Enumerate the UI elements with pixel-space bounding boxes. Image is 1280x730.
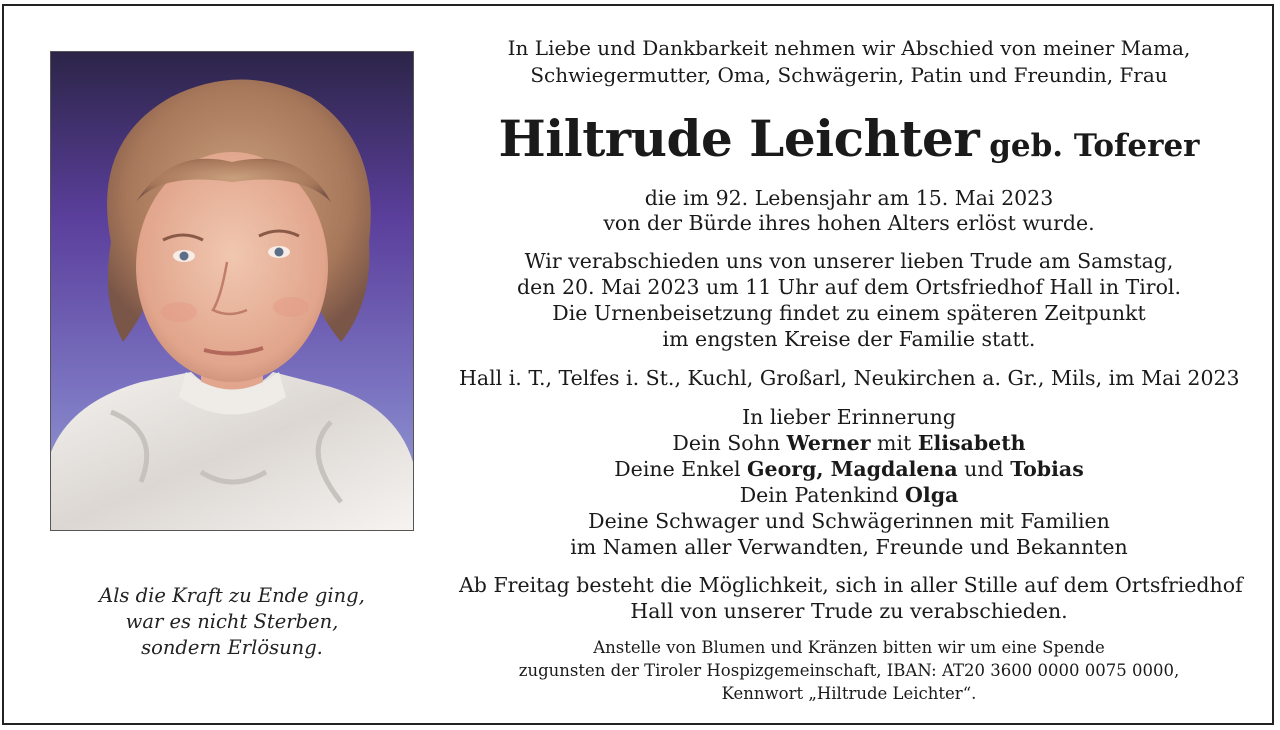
quote-line: war es nicht Sterben, (125, 610, 339, 633)
quote-line: sondern Erlösung. (141, 636, 323, 659)
mourner-label: mit (877, 431, 912, 455)
mourner-name: Tobias (1010, 457, 1084, 481)
quote-line: Als die Kraft zu Ende ging, (99, 584, 365, 607)
obituary-card (2, 4, 1274, 725)
funeral-line: im engsten Kreise der Familie statt. (662, 327, 1036, 351)
funeral-line: den 20. Mai 2023 um 11 Uhr auf dem Ortsfriedhof Hall in Tirol. (516, 275, 1182, 299)
intro-line: Schwiegermutter, Oma, Schwägerin, Patin und Freundin, Frau (530, 63, 1168, 87)
places-date: Hall i. T., Telfes i. St., Kuchl, Großarl, Neukirchen a. Gr., Mils, im Mai 2023 (459, 366, 1240, 390)
portrait-photo (50, 51, 414, 531)
farewell-line: Ab Freitag besteht die Möglichkeit, sich in aller Stille auf dem Ortsfriedhof (459, 573, 1243, 597)
death-notice-line: von der Bürde ihres hohen Alters erlöst wurde. (603, 211, 1095, 235)
deceased-name: Hiltrude Leichter (498, 109, 980, 168)
mourner-others: im Namen aller Verwandten, Freunde und Bekannten (570, 535, 1128, 559)
mourner-godchild (459, 483, 1239, 507)
mourner-name: Georg, Magdalena (747, 457, 958, 481)
mourner-name: Olga (905, 483, 959, 507)
funeral-line: Wir verabschieden uns von unserer lieben Trude am Samstag, (524, 249, 1174, 273)
farewell-line: Hall von unserer Trude zu verabschieden. (630, 599, 1068, 623)
mourner-name: Werner (786, 431, 871, 455)
mourner-label: Dein Patenkind (739, 483, 899, 507)
death-notice-line: die im 92. Lebensjahr am 15. Mai 2023 (644, 186, 1054, 210)
mourner-label: und (964, 457, 1004, 481)
maiden-name: geb. Toferer (989, 128, 1200, 164)
intro-line: In Liebe und Dankbarkeit nehmen wir Abschied von meiner Mama, (507, 36, 1191, 60)
donation-line: zugunsten der Tiroler Hospizgemeinschaft, IBAN: AT20 3600 0000 0075 0000, (518, 661, 1180, 680)
mourner-name: Elisabeth (917, 431, 1026, 455)
mourners-heading: In lieber Erinnerung (742, 405, 956, 429)
mourner-label: Deine Enkel (614, 457, 741, 481)
deceased-name-line (459, 104, 1239, 186)
mourner-son (459, 431, 1239, 455)
mourner-label: Dein Sohn (672, 431, 781, 455)
memorial-quote (50, 583, 414, 661)
mourner-grandchildren (459, 457, 1239, 481)
donation-line: Anstelle von Blumen und Kränzen bitten wir um eine Spende (593, 638, 1105, 657)
mourner-in-laws: Deine Schwager und Schwägerinnen mit Familien (588, 509, 1110, 533)
funeral-line: Die Urnenbeisetzung findet zu einem späteren Zeitpunkt (552, 301, 1146, 325)
donation-line: Kennwort „Hiltrude Leichter“. (721, 684, 977, 703)
